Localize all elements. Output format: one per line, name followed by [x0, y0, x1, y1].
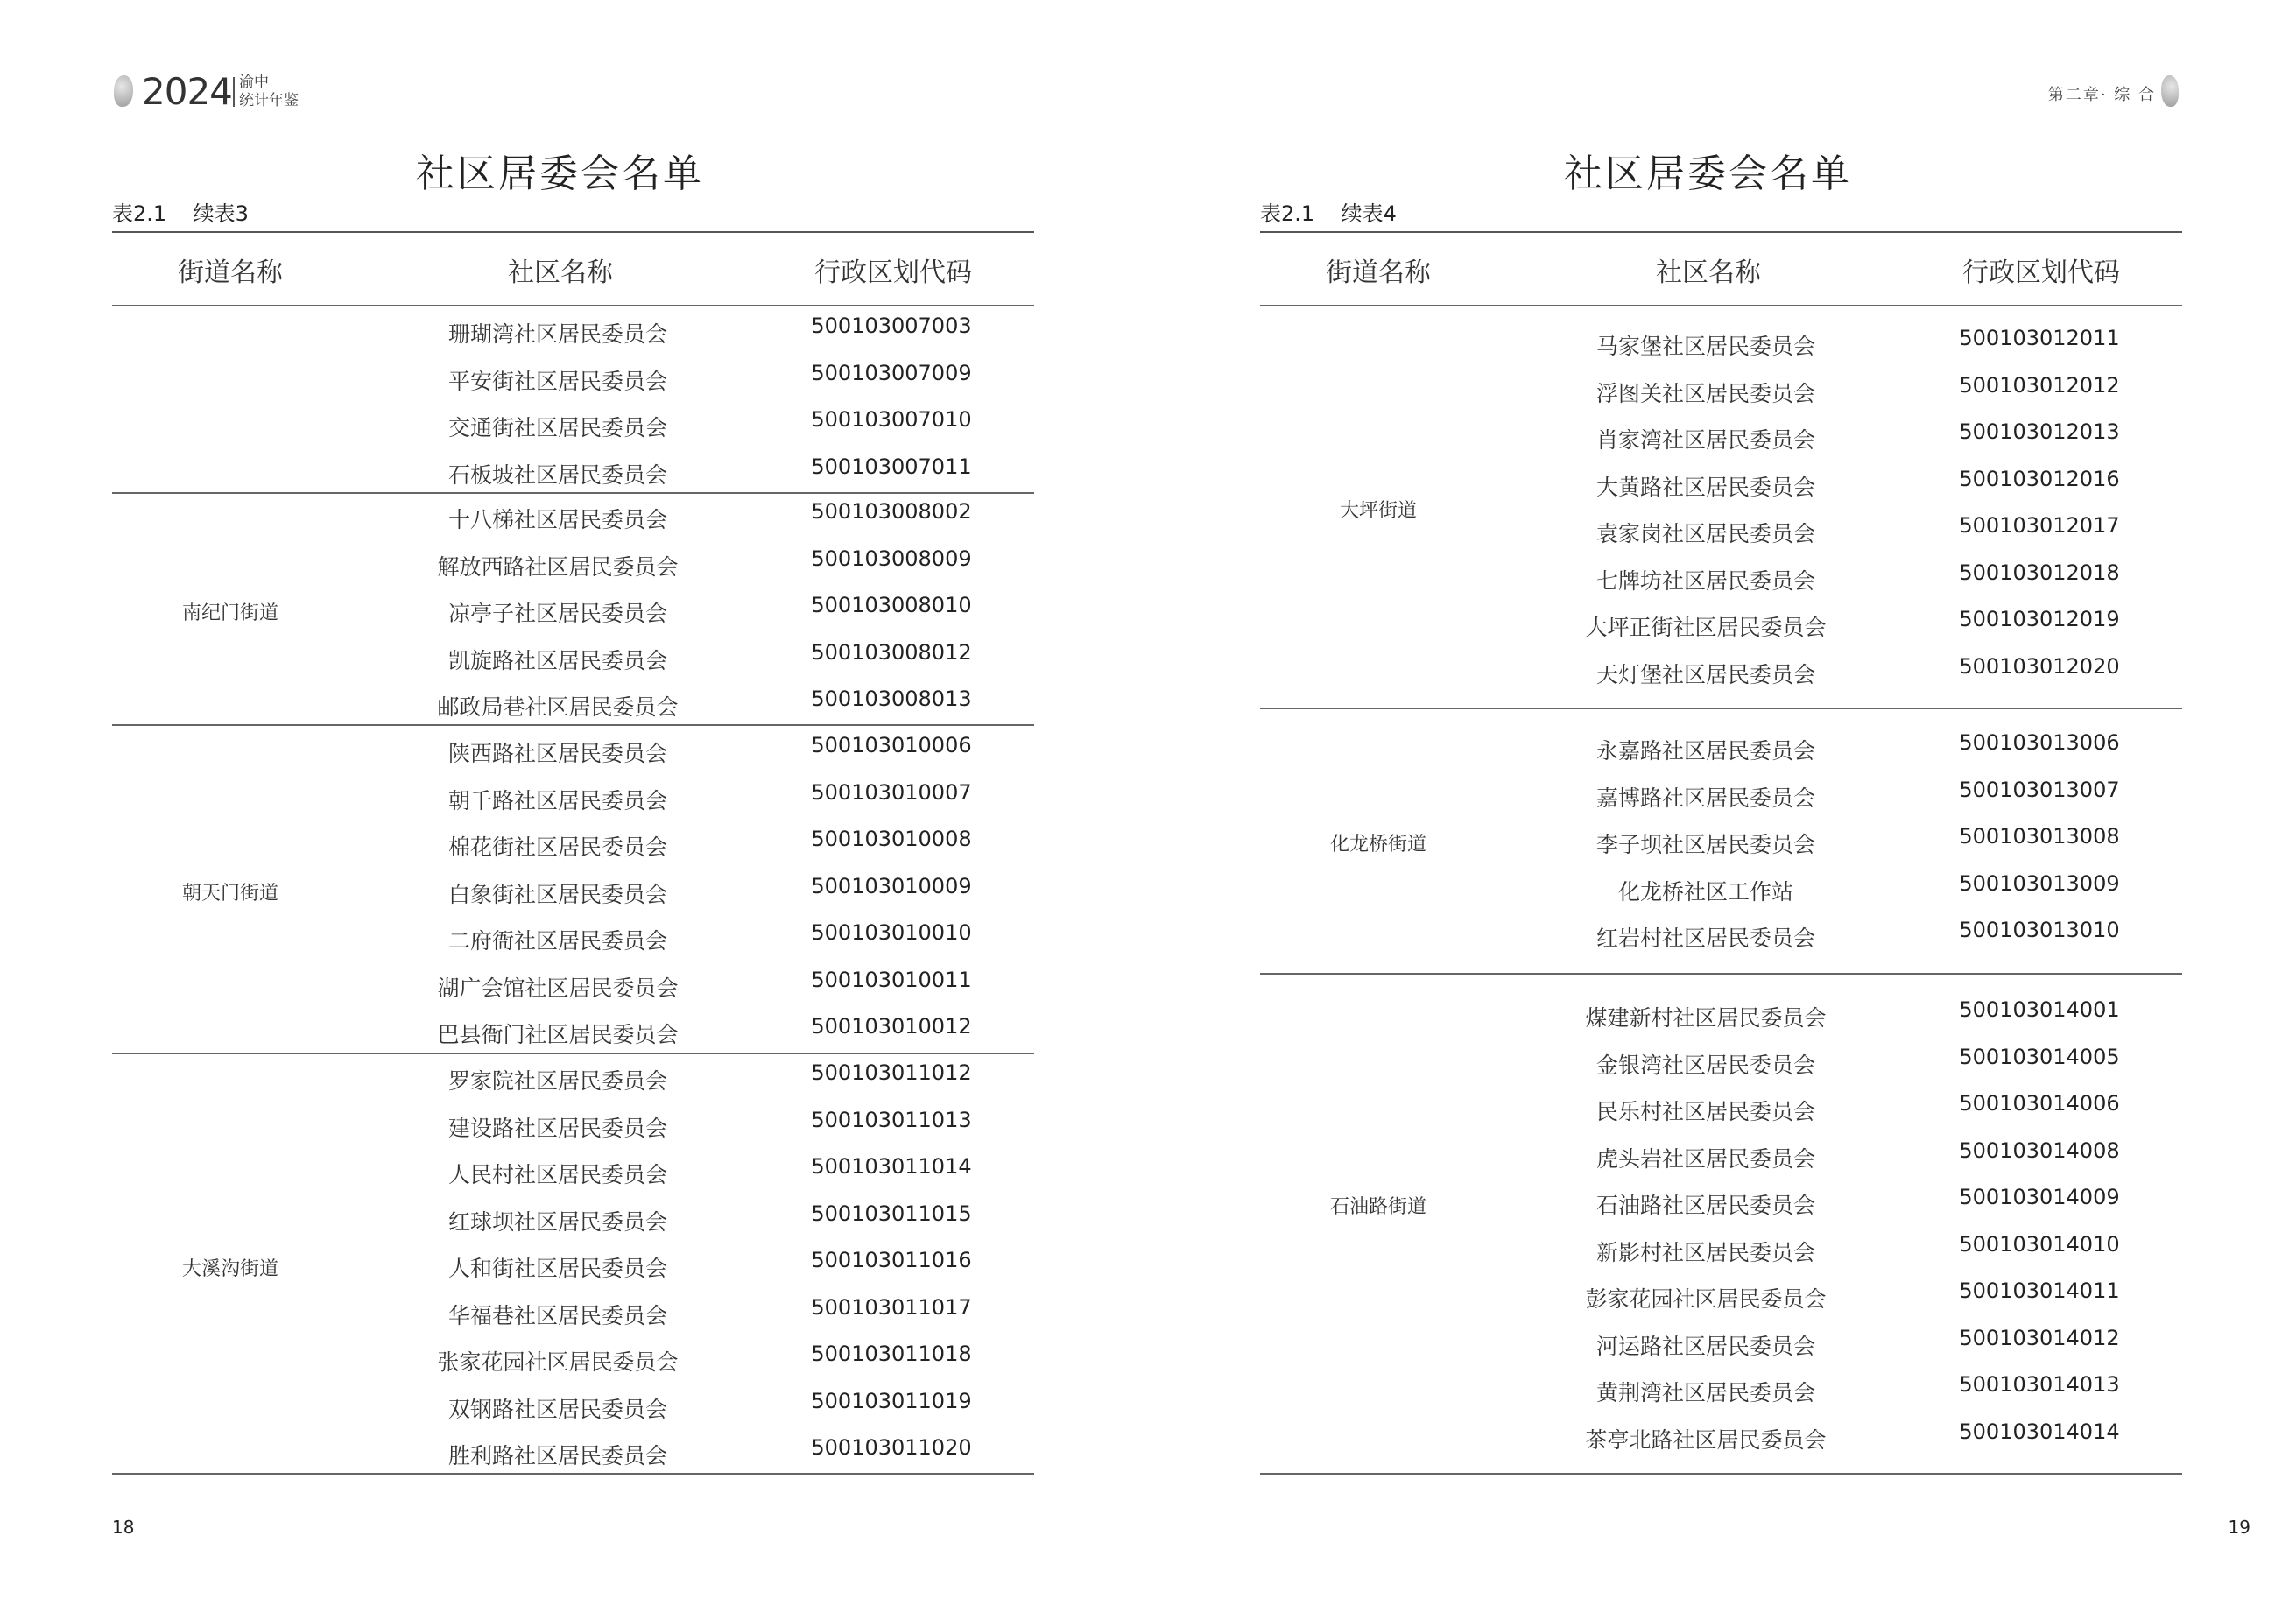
community-name: 罗家院社区居民委员会 — [447, 1068, 668, 1094]
community-name: 新影村社区居民委员会 — [1595, 1239, 1816, 1265]
division-code: 500103011014 — [811, 1154, 972, 1179]
division-code: 500103014012 — [1959, 1325, 2120, 1350]
group-separator — [1260, 973, 2182, 975]
community-name: 白象街社区居民委员会 — [447, 881, 668, 907]
column-header-street: 街道名称 — [178, 257, 283, 288]
header-divider — [233, 77, 235, 107]
community-name: 十八梯社区居民委员会 — [447, 507, 668, 532]
community-name: 天灯堡社区居民委员会 — [1595, 661, 1816, 687]
community-name: 珊瑚湾社区居民委员会 — [447, 321, 668, 347]
community-name: 化龙桥社区工作站 — [1617, 878, 1794, 905]
division-code: 500103012013 — [1959, 419, 2120, 444]
community-name: 凯旋路社区居民委员会 — [447, 647, 668, 673]
page-title: 社区居委会名单 — [1564, 151, 1852, 196]
group-separator — [112, 1053, 1034, 1054]
community-name: 浮图关社区居民委员会 — [1595, 380, 1816, 406]
chapter-title: 第二章· 综 合 — [2047, 86, 2156, 104]
division-code: 500103007003 — [811, 313, 972, 338]
community-name: 巴县衙门社区居民委员会 — [437, 1022, 679, 1047]
division-code: 500103013009 — [1959, 870, 2120, 896]
column-header-community: 社区名称 — [508, 257, 613, 288]
division-code: 500103011018 — [811, 1342, 972, 1366]
header-bottom-rule — [1260, 305, 2182, 306]
community-name: 河运路社区居民委员会 — [1595, 1333, 1816, 1359]
community-name: 茶亭北路社区居民委员会 — [1585, 1426, 1827, 1453]
community-name: 解放西路社区居民委员会 — [437, 553, 679, 580]
community-name: 大坪正街社区居民委员会 — [1585, 615, 1827, 640]
page-title: 社区居委会名单 — [416, 151, 704, 196]
division-code: 500103013007 — [1959, 777, 2120, 802]
yearbook-logo-icon — [2161, 75, 2179, 107]
community-name: 袁家岗社区居民委员会 — [1595, 521, 1816, 546]
group-separator — [1260, 708, 2182, 709]
community-name: 彭家花园社区居民委员会 — [1585, 1286, 1827, 1312]
division-code: 500103014010 — [1959, 1231, 2120, 1257]
community-name: 煤建新村社区居民委员会 — [1585, 1005, 1827, 1031]
street-name: 化龙桥街道 — [1329, 834, 1427, 856]
community-name: 虎头岩社区居民委员会 — [1595, 1145, 1816, 1172]
community-name: 湖广会馆社区居民委员会 — [437, 975, 679, 1001]
community-name: 红球坝社区居民委员会 — [447, 1208, 668, 1235]
yearbook-year: 2024 — [142, 70, 232, 113]
community-name: 朝千路社区居民委员会 — [447, 787, 668, 814]
community-name: 石板坡社区居民委员会 — [447, 461, 668, 488]
division-code: 500103010008 — [811, 827, 972, 851]
division-code: 500103007011 — [811, 454, 972, 479]
street-name: 石油路街道 — [1329, 1196, 1427, 1218]
column-header-code: 行政区划代码 — [1962, 257, 2120, 288]
division-code: 500103010006 — [811, 733, 972, 757]
community-name: 凉亭子社区居民委员会 — [447, 601, 668, 626]
community-name: 平安街社区居民委员会 — [447, 368, 668, 394]
division-code: 500103012011 — [1959, 326, 2120, 350]
community-name: 人民村社区居民委员会 — [447, 1162, 668, 1187]
division-code: 500103011017 — [811, 1294, 972, 1320]
division-code: 500103010012 — [811, 1014, 972, 1039]
page-number: 19 — [2228, 1517, 2250, 1538]
division-code: 500103012017 — [1959, 513, 2120, 538]
division-code: 500103010009 — [811, 873, 972, 898]
column-header-code: 行政区划代码 — [814, 257, 972, 288]
column-header-street: 街道名称 — [1326, 257, 1431, 288]
community-name: 马家堡社区居民委员会 — [1595, 334, 1816, 359]
column-header-community: 社区名称 — [1656, 257, 1761, 288]
community-name: 建设路社区居民委员会 — [447, 1115, 668, 1141]
division-code: 500103011013 — [811, 1107, 972, 1132]
community-name: 二府衙社区居民委员会 — [447, 928, 668, 954]
community-name: 嘉博路社区居民委员会 — [1595, 785, 1816, 811]
division-code: 500103014006 — [1959, 1091, 2120, 1116]
division-code: 500103012020 — [1959, 653, 2120, 679]
community-name: 民乐村社区居民委员会 — [1595, 1099, 1816, 1124]
group-separator — [112, 724, 1034, 726]
division-code: 500103008010 — [811, 593, 972, 617]
division-code: 500103012016 — [1959, 466, 2120, 491]
division-code: 500103007009 — [811, 360, 972, 385]
community-name: 金银湾社区居民委员会 — [1595, 1052, 1816, 1078]
header-bottom-rule — [112, 305, 1034, 306]
division-code: 500103014014 — [1959, 1419, 2120, 1444]
division-code: 500103011012 — [811, 1060, 972, 1085]
division-code: 500103011016 — [811, 1248, 972, 1272]
division-code: 500103014011 — [1959, 1278, 2120, 1303]
street-name: 大坪街道 — [1339, 500, 1418, 522]
division-code: 500103008002 — [811, 499, 972, 524]
division-code: 500103014013 — [1959, 1372, 2120, 1397]
community-name: 棉花街社区居民委员会 — [447, 835, 668, 860]
division-code: 500103013008 — [1959, 824, 2120, 849]
yearbook-logo-icon — [114, 75, 133, 107]
community-name: 七牌坊社区居民委员会 — [1595, 567, 1816, 594]
community-name: 黄荆湾社区居民委员会 — [1595, 1380, 1816, 1405]
division-code: 500103012018 — [1959, 560, 2120, 585]
division-code: 500103014005 — [1959, 1044, 2120, 1069]
community-name: 红岩村社区居民委员会 — [1595, 926, 1816, 951]
division-code: 500103013010 — [1959, 918, 2120, 942]
community-name: 肖家湾社区居民委员会 — [1595, 427, 1816, 453]
division-code: 500103008013 — [811, 687, 972, 711]
street-name: 南纪门街道 — [181, 602, 279, 624]
division-code: 500103014008 — [1959, 1138, 2120, 1163]
division-code: 500103008012 — [811, 639, 972, 665]
table-number: 表2.1 续表3 — [112, 201, 249, 226]
division-code: 500103014001 — [1959, 997, 2120, 1022]
division-code: 500103014009 — [1959, 1185, 2120, 1209]
community-name: 石油路社区居民委员会 — [1595, 1193, 1816, 1218]
table-bottom-rule — [1260, 1473, 2182, 1475]
community-name: 邮政局巷社区居民委员会 — [437, 694, 679, 720]
division-code: 500103012019 — [1959, 607, 2120, 631]
community-name: 永嘉路社区居民委员会 — [1595, 738, 1816, 764]
community-name: 张家花园社区居民委员会 — [437, 1349, 679, 1375]
community-name: 陕西路社区居民委员会 — [447, 741, 668, 766]
division-code: 500103010007 — [811, 779, 972, 805]
table-top-rule — [112, 231, 1034, 233]
page-number: 18 — [112, 1517, 135, 1538]
community-name: 大黄路社区居民委员会 — [1595, 474, 1816, 500]
community-name: 双钢路社区居民委员会 — [447, 1396, 668, 1422]
community-name: 交通街社区居民委员会 — [447, 415, 668, 440]
community-name: 华福巷社区居民委员会 — [447, 1302, 668, 1328]
table-number: 表2.1 续表4 — [1260, 201, 1397, 226]
table-top-rule — [1260, 231, 2182, 233]
right-page — [1148, 0, 2296, 1613]
yearbook-name: 渝中 统计年鉴 — [239, 74, 299, 109]
street-name: 朝天门街道 — [181, 883, 279, 905]
street-name: 大溪沟街道 — [181, 1258, 279, 1280]
community-name: 人和街社区居民委员会 — [447, 1256, 668, 1281]
division-code: 500103010011 — [811, 967, 972, 992]
division-code: 500103011020 — [811, 1435, 972, 1460]
division-code: 500103011019 — [811, 1388, 972, 1413]
division-code: 500103012012 — [1959, 372, 2120, 398]
table-bottom-rule — [112, 1473, 1034, 1475]
division-code: 500103011015 — [811, 1201, 972, 1226]
community-name: 胜利路社区居民委员会 — [447, 1443, 668, 1469]
division-code: 500103007010 — [811, 407, 972, 432]
group-separator — [112, 492, 1034, 494]
division-code: 500103008009 — [811, 546, 972, 571]
community-name: 李子坝社区居民委员会 — [1595, 832, 1816, 857]
division-code: 500103013006 — [1959, 730, 2120, 755]
division-code: 500103010010 — [811, 920, 972, 945]
